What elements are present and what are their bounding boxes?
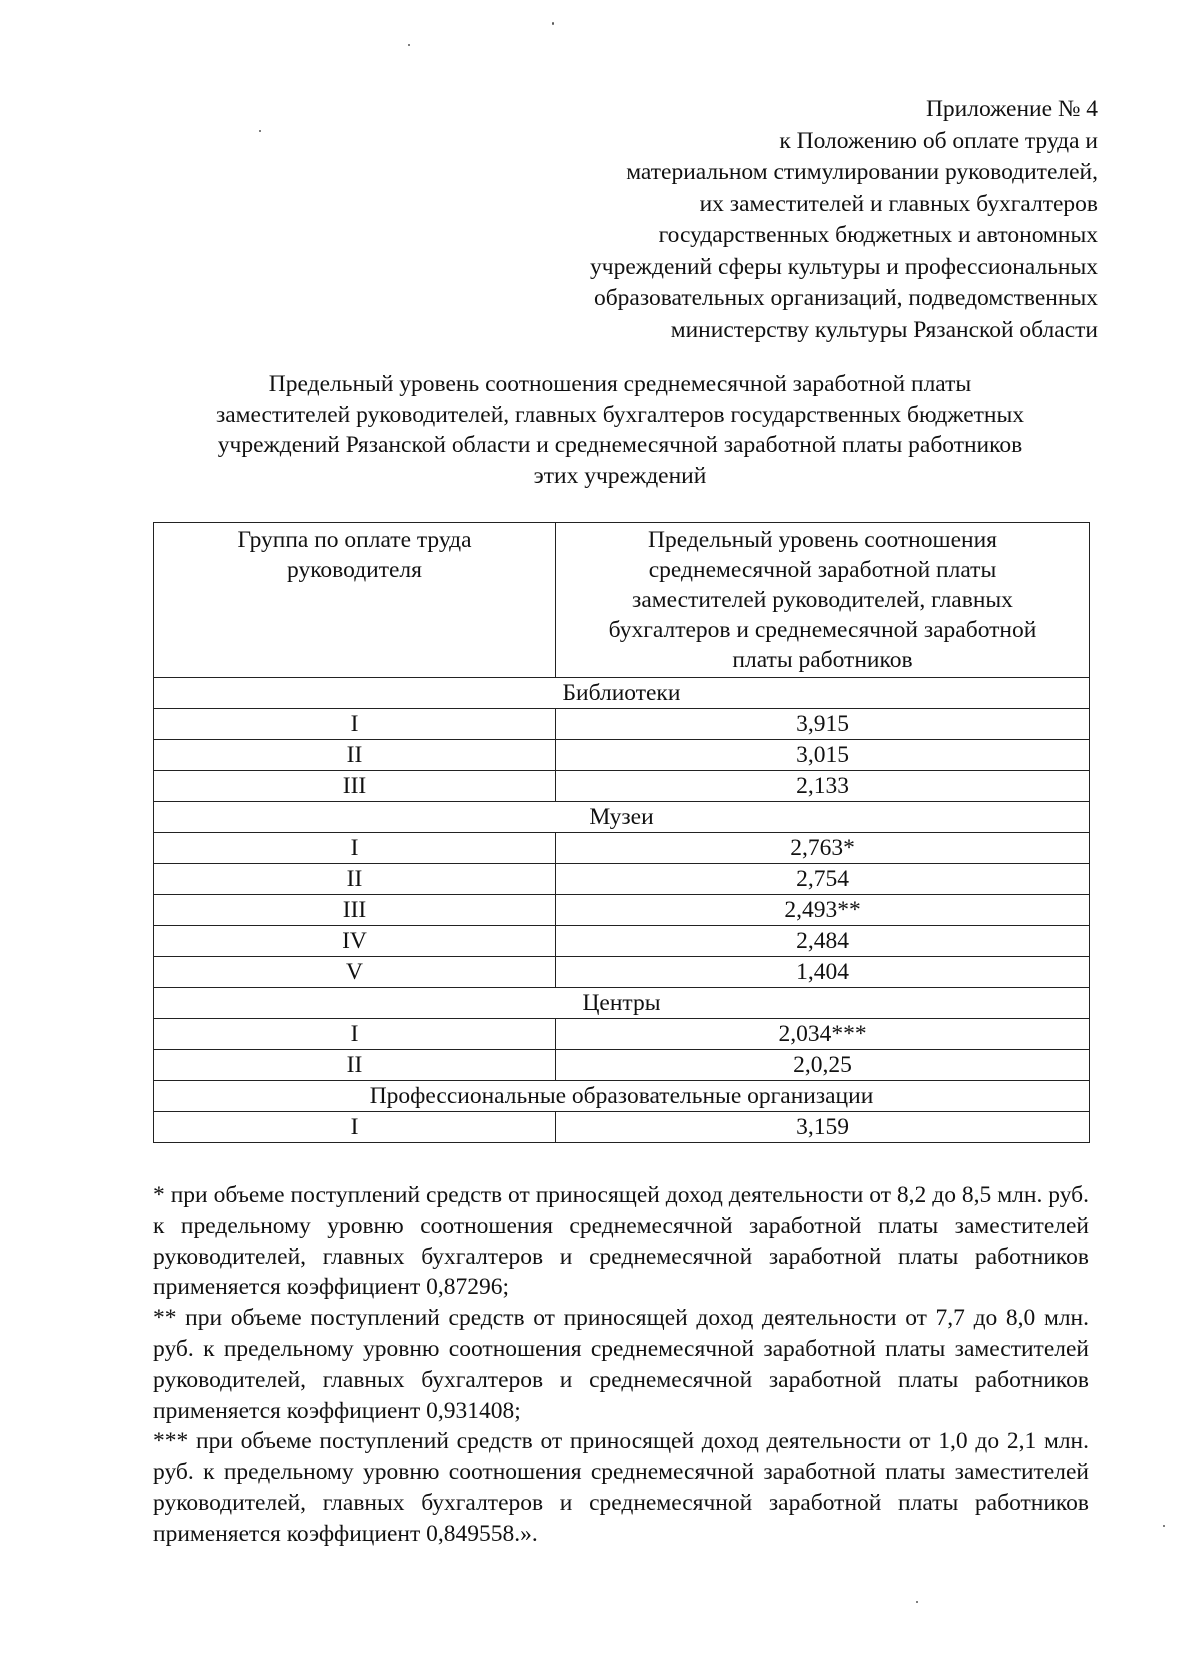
header-ratio-line: Предельный уровень соотношения [647, 527, 997, 553]
appendix-line: образовательных организаций, подведомственных [593, 285, 1098, 311]
table-header-row [154, 523, 1090, 678]
table-row [154, 771, 1090, 802]
appendix-header [590, 94, 1098, 346]
value-cell: 2,133 [556, 771, 1090, 802]
appendix-line: материальном стимулировании руководителей, [626, 159, 1098, 185]
value-cell: 2,763* [556, 833, 1090, 864]
section-title: Музеи [154, 802, 1090, 833]
table-row [154, 833, 1090, 864]
value-cell: 3,015 [556, 740, 1090, 771]
value-cell: 3,159 [556, 1112, 1090, 1143]
appendix-line: министерству культуры Рязанской области [670, 316, 1098, 343]
value-cell: 2,0,25 [556, 1050, 1090, 1081]
group-cell: II [154, 1050, 556, 1081]
header-ratio-line: платы работников [732, 647, 913, 673]
group-cell: II [154, 740, 556, 771]
table-row [154, 1019, 1090, 1050]
footnotes [153, 1180, 1089, 1550]
section-title: Профессиональные образовательные организации [154, 1081, 1090, 1112]
scan-speck [1163, 1525, 1165, 1527]
header-group-line: руководителя [287, 557, 422, 583]
section-title: Библиотеки [154, 678, 1090, 709]
document-title [140, 369, 1100, 491]
footnote-triple-star: *** при объеме поступлений средств от приносящей доход деятельности от 1,0 до 2,1 млн. руб. к предельному уровню соотношения среднемесячной заработной платы заместителей руководителей, главных бухгалтеров и среднемесячной заработной платы работников применяется коэффициент 0,849558.». [153, 1428, 1089, 1547]
title-line: заместителей руководителей, главных бухгалтеров государственных бюджетных [215, 401, 1025, 428]
table-row [154, 926, 1090, 957]
title-line: учреждений Рязанской области и среднемесячной заработной платы работников [217, 432, 1023, 458]
value-cell: 3,915 [556, 709, 1090, 740]
group-cell: I [154, 1112, 556, 1143]
value-cell: 2,493** [556, 895, 1090, 926]
group-cell: I [154, 1019, 556, 1050]
group-cell: II [154, 864, 556, 895]
appendix-line: учреждений сферы культуры и профессиональных [590, 253, 1098, 280]
appendix-line: их заместителей и главных бухгалтеров [699, 190, 1098, 217]
section-row-museums [154, 802, 1090, 833]
section-title: Центры [154, 988, 1090, 1019]
scan-speck [552, 22, 554, 25]
value-cell: 2,484 [556, 926, 1090, 957]
section-row-libraries [154, 678, 1090, 709]
value-cell: 2,034*** [556, 1019, 1090, 1050]
section-row-centers [154, 988, 1090, 1019]
header-group-line: Группа по оплате труда [237, 527, 472, 553]
table-row [154, 864, 1090, 895]
header-ratio-line: заместителей руководителей, главных [632, 587, 1013, 613]
table-row [154, 895, 1090, 926]
section-row-professional-orgs [154, 1081, 1090, 1112]
title-line: Предельный уровень соотношения среднемесячной заработной платы [268, 371, 972, 397]
footnote-single-star: * при объеме поступлений средств от приносящей доход деятельности от 8,2 до 8,5 млн. руб. к предельному уровню соотношения среднемесячной заработной платы заместителей руководителей, главных бухгалтеров и среднемесячной заработной платы работников применяется коэффициент 0,87296; [153, 1182, 1089, 1301]
group-cell: I [154, 833, 556, 864]
scan-speck [916, 1601, 918, 1603]
header-group-cell [154, 523, 556, 678]
title-line: этих учреждений [533, 462, 707, 489]
group-cell: I [154, 709, 556, 740]
scan-speck [259, 130, 261, 132]
appendix-line: государственных бюджетных и автономных [658, 222, 1098, 248]
table-row [154, 1050, 1090, 1081]
group-cell: III [154, 895, 556, 926]
scan-speck [408, 44, 410, 46]
table-row [154, 957, 1090, 988]
header-ratio-line: среднемесячной заработной платы [648, 557, 997, 583]
footnote-double-star: ** при объеме поступлений средств от приносящей доход деятельности от 7,7 до 8,0 млн. руб. к предельному уровню соотношения среднемесячной заработной платы заместителей руководителей, главных бухгалтеров и среднемесячной заработной платы работников применяется коэффициент 0,931408; [153, 1305, 1089, 1424]
appendix-line: к Положению об оплате труда и [779, 127, 1098, 154]
header-ratio-cell [556, 523, 1090, 678]
table-row [154, 740, 1090, 771]
table-row [154, 709, 1090, 740]
group-cell: III [154, 771, 556, 802]
value-cell: 2,754 [556, 864, 1090, 895]
header-ratio-line: бухгалтеров и среднемесячной заработной [608, 617, 1037, 643]
table-row [154, 1112, 1090, 1143]
value-cell: 1,404 [556, 957, 1090, 988]
ratio-table [153, 522, 1090, 1143]
group-cell: V [154, 957, 556, 988]
group-cell: IV [154, 926, 556, 957]
appendix-line: Приложение № 4 [925, 96, 1098, 122]
